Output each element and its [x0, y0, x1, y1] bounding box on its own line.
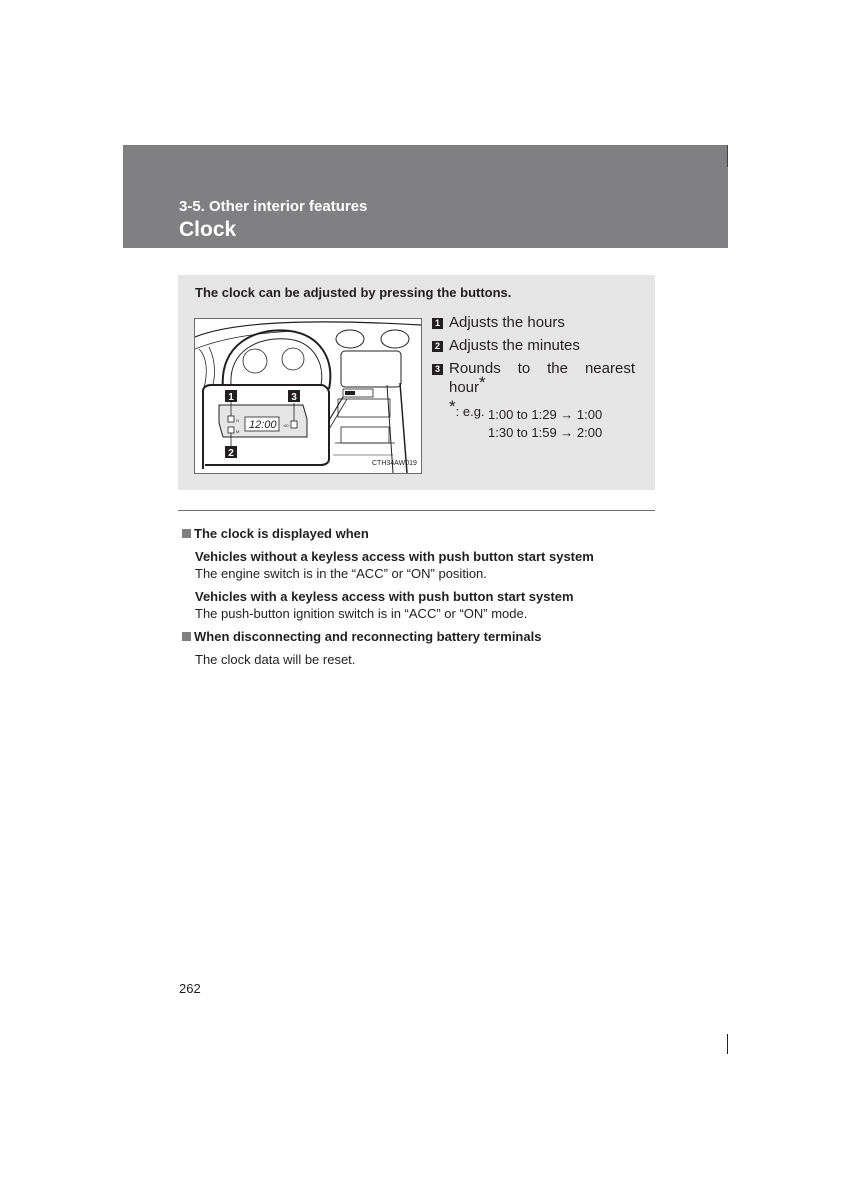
legend-text-block — [449, 359, 635, 397]
footnote-range-1: 1:00 to 1:29 — [488, 407, 557, 422]
figure-code: CTH34AW019 — [372, 460, 417, 467]
footnote-line-1 — [488, 407, 602, 422]
section-heading — [182, 526, 369, 541]
square-bullet-icon — [182, 632, 191, 641]
subsection-text: The push-button ignition switch is in “ACC” or “ON” mode. — [195, 606, 528, 621]
section-heading — [182, 629, 541, 644]
asterisk-mark: * — [479, 373, 486, 392]
page-number: 262 — [179, 981, 201, 996]
legend-item — [432, 313, 635, 332]
subsection-text: The engine switch is in the “ACC” or “ON” position. — [195, 566, 487, 581]
footnote-range-2: 1:30 to 1:59 — [488, 425, 557, 440]
footnote-row-1 — [449, 397, 485, 419]
callout-2: 2 — [228, 448, 234, 459]
footnote-result-2: 2:00 — [576, 425, 603, 440]
page-title: Clock — [179, 218, 237, 241]
num-badge: 2 — [432, 341, 443, 352]
legend-text: Adjusts the hours — [449, 314, 565, 331]
legend-text-line1: Rounds to the nearest — [449, 360, 635, 377]
legend-item — [432, 359, 635, 397]
header-notch — [727, 145, 728, 167]
subsection-title: Vehicles without a keyless access with push button start system — [195, 549, 594, 564]
callout-3: 3 — [291, 392, 297, 403]
legend-text: Adjusts the minutes — [449, 337, 580, 354]
side-mark — [727, 1034, 728, 1054]
num-badge: 3 — [432, 364, 443, 375]
dashboard-illustration — [194, 318, 422, 474]
clock-display-text: 12:00 — [249, 419, 277, 431]
arrow-icon: → — [560, 407, 574, 422]
svg-text::00: :00 — [283, 423, 289, 428]
footnote-mark: * — [449, 397, 456, 416]
section-label: 3-5. Other interior features — [179, 198, 368, 215]
divider — [178, 510, 655, 511]
arrow-icon: → — [560, 425, 574, 440]
footnote-result-1: 1:00 — [576, 407, 603, 422]
svg-text:H: H — [236, 418, 239, 423]
num-badge: 1 — [432, 318, 443, 329]
intro-text: The clock can be adjusted by pressing the buttons. — [195, 285, 512, 300]
footnote-prefix: : e.g. — [455, 404, 485, 419]
dashboard-drawing — [195, 319, 421, 473]
section-text: The clock data will be reset. — [195, 652, 356, 667]
legend-item — [432, 336, 635, 355]
callout-1: 1 — [228, 392, 234, 403]
section-heading-text: When disconnecting and reconnecting battery terminals — [194, 629, 542, 644]
footnote-line-2 — [488, 425, 602, 440]
subsection-title: Vehicles with a keyless access with push button start system — [195, 589, 574, 604]
square-bullet-icon — [182, 529, 191, 538]
svg-text:M: M — [236, 429, 240, 434]
section-heading-text: The clock is displayed when — [194, 526, 369, 541]
legend — [432, 313, 635, 401]
legend-text-line2: hour — [449, 379, 480, 396]
